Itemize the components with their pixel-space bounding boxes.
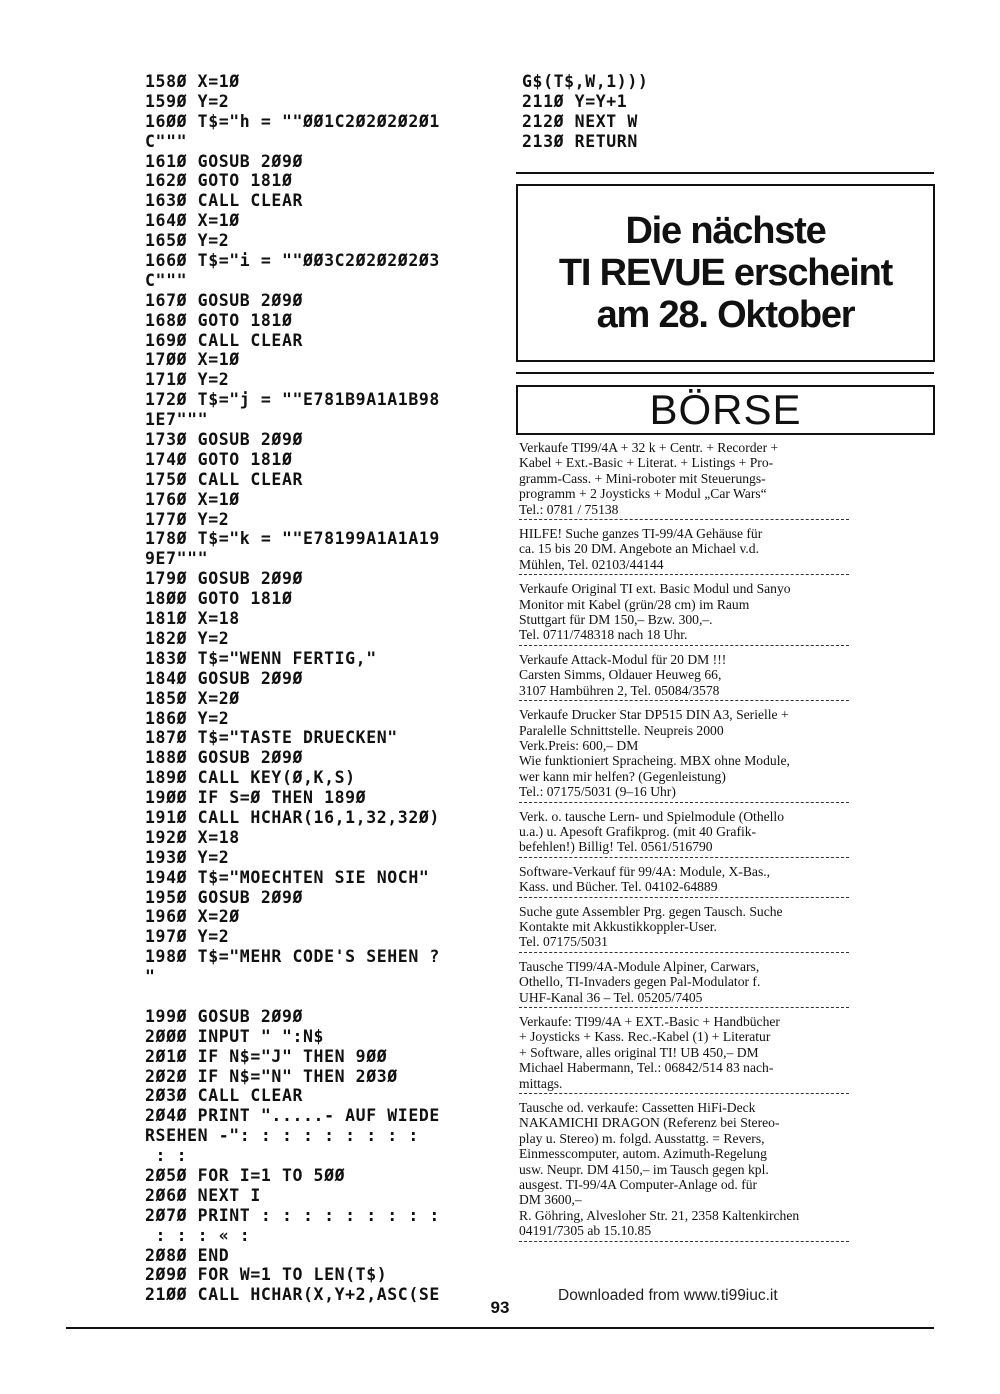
classified-ads bbox=[519, 437, 939, 1245]
code-line: 191Ø CALL HCHAR(16,1,32,32Ø) bbox=[145, 807, 440, 827]
ad-text-line: Kontakte mit Akkustikkoppler-User. bbox=[519, 918, 717, 934]
ad-text-line: + Software, alles original TI! UB 450,– DM bbox=[519, 1044, 759, 1060]
ad-separator bbox=[519, 519, 849, 520]
code-line: 2Ø2Ø IF N$="N" THEN 2Ø3Ø bbox=[145, 1066, 398, 1086]
ad-text-line: programm + 2 Joysticks + Modul „Car Wars“ bbox=[519, 486, 767, 502]
code-line: 177Ø Y=2 bbox=[145, 509, 230, 529]
ad-text-line: Verkaufe Attack-Modul für 20 DM !!! bbox=[519, 651, 727, 667]
ad-text-line: Tel. 07175/5031 bbox=[519, 934, 608, 950]
code-line: 164Ø X=1Ø bbox=[145, 211, 240, 231]
code-line: 172Ø T$="j = ""E781B9A1A1B98 bbox=[145, 390, 440, 410]
ad-text-line: u.a.) u. Apesoft Grafikprog. (mit 40 Grafik- bbox=[519, 823, 757, 839]
classified-ad bbox=[519, 523, 939, 578]
ad-text-line: Verkaufe TI99/4A + 32 k + Centr. + Recorder + bbox=[519, 440, 779, 455]
classified-ad bbox=[519, 649, 939, 704]
ad-text-line: play u. Stereo) m. folgd. Ausstattg. = Revers, bbox=[519, 1130, 765, 1146]
announcement-line-2: TI REVUE erscheint bbox=[558, 252, 893, 294]
code-line: : : bbox=[145, 1146, 188, 1166]
ad-text-line: Tausche TI99/4A-Module Alpiner, Carwars, bbox=[519, 958, 760, 974]
code-line: " bbox=[145, 967, 156, 987]
classified-ad bbox=[519, 578, 939, 649]
ad-separator bbox=[519, 1241, 849, 1242]
code-line: : : : « : bbox=[145, 1225, 251, 1245]
code-line: 198Ø T$="MEHR CODE'S SEHEN ? bbox=[145, 947, 440, 967]
ad-text-line: Verkaufe Original TI ext. Basic Modul und Sanyo bbox=[519, 581, 791, 597]
classified-ad bbox=[519, 704, 939, 805]
program-listing-left bbox=[145, 72, 490, 1305]
ad-text-line: Kass. und Bücher. Tel. 04102-64889 bbox=[519, 879, 718, 895]
code-line: 188Ø GOSUB 2Ø9Ø bbox=[145, 748, 304, 768]
ad-text-line: Verkaufe: TI99/4A + EXT.-Basic + Handbücher bbox=[519, 1014, 780, 1029]
code-line: 2Ø8Ø END bbox=[145, 1245, 230, 1265]
ad-text-line: mittags. bbox=[519, 1075, 563, 1091]
ad-text-line: Stuttgart für DM 150,– Bzw. 300,–. bbox=[519, 612, 713, 628]
ad-text-line: Einmesscomputer, autom. Azimuth-Regelung bbox=[519, 1146, 767, 1162]
classified-ad bbox=[519, 956, 939, 1011]
code-line: 183Ø T$="WENN FERTIG," bbox=[145, 648, 377, 668]
code-line: 173Ø GOSUB 2Ø9Ø bbox=[145, 430, 304, 450]
code-line: 185Ø X=2Ø bbox=[145, 688, 240, 708]
borse-title: BÖRSE bbox=[649, 386, 802, 433]
code-line: 195Ø GOSUB 2Ø9Ø bbox=[145, 887, 304, 907]
code-line: 21ØØ CALL HCHAR(X,Y+2,ASC(SE bbox=[145, 1285, 440, 1305]
ad-text-line: befehlen!) Billig! Tel. 0561/516790 bbox=[519, 839, 713, 855]
ad-text-line: Mühlen, Tel. 02103/44144 bbox=[519, 556, 664, 572]
ad-separator bbox=[519, 802, 849, 803]
ad-text-line: Verk.Preis: 600,– DM bbox=[519, 737, 639, 753]
code-line: 196Ø X=2Ø bbox=[145, 907, 240, 927]
rule-middle bbox=[516, 372, 934, 374]
ad-text-line: Monitor mit Kabel (grün/28 cm) im Raum bbox=[519, 596, 750, 612]
ad-text-line: usw. Neupr. DM 4150,– im Tausch gegen kpl. bbox=[519, 1161, 769, 1177]
code-line: 1E7""" bbox=[145, 410, 209, 430]
ad-text-line: ausgest. TI-99/4A Computer-Anlage od. für bbox=[519, 1177, 758, 1193]
code-line: 175Ø CALL CLEAR bbox=[145, 469, 304, 489]
borse-heading-box bbox=[516, 385, 935, 435]
code-line: C""" bbox=[145, 270, 188, 290]
code-line: 165Ø Y=2 bbox=[145, 231, 230, 251]
code-right-line: G$(T$,W,1))) bbox=[522, 72, 649, 91]
ad-text-line: Michael Habermann, Tel.: 06842/514 83 nach- bbox=[519, 1060, 774, 1076]
classified-ad bbox=[519, 901, 939, 956]
code-right-line: 211Ø Y=Y+1 bbox=[522, 91, 628, 111]
code-line: 184Ø GOSUB 2Ø9Ø bbox=[145, 668, 304, 688]
ad-separator bbox=[519, 1007, 849, 1008]
ad-text-line: Wie funktioniert Spracheing. MBX ohne Module, bbox=[519, 753, 790, 769]
ad-text-line: + Joysticks + Kass. Rec.-Kabel (1) + Literatur bbox=[519, 1029, 771, 1045]
code-line: 17ØØ X=1Ø bbox=[145, 350, 240, 370]
code-line: 171Ø Y=2 bbox=[145, 370, 230, 390]
code-line: 193Ø Y=2 bbox=[145, 847, 230, 867]
code-line: 2Ø5Ø FOR I=1 TO 5ØØ bbox=[145, 1165, 346, 1185]
ad-text-line: R. Göhring, Alvesloher Str. 21, 2358 Kaltenkirchen bbox=[519, 1207, 800, 1223]
code-line: 167Ø GOSUB 2Ø9Ø bbox=[145, 290, 304, 310]
code-line: 16ØØ T$="h = ""ØØ1C2Ø2Ø2Ø2Ø1 bbox=[145, 111, 440, 131]
code-line: 161Ø GOSUB 2Ø9Ø bbox=[145, 151, 304, 171]
code-line: 159Ø Y=2 bbox=[145, 91, 230, 111]
classified-ad bbox=[519, 806, 939, 861]
code-line: 2Ø1Ø IF N$="J" THEN 9ØØ bbox=[145, 1046, 388, 1066]
program-listing-right bbox=[522, 72, 722, 152]
code-right-line: 212Ø NEXT W bbox=[522, 111, 638, 131]
code-right-line: 213Ø RETURN bbox=[522, 131, 638, 151]
code-line: 158Ø X=1Ø bbox=[145, 72, 240, 91]
ad-separator bbox=[519, 700, 849, 701]
ad-separator bbox=[519, 857, 849, 858]
download-note: Downloaded from www.ti99iuc.it bbox=[558, 1287, 778, 1304]
ad-separator bbox=[519, 897, 849, 898]
rule-top bbox=[516, 172, 934, 174]
code-line: 2Ø4Ø PRINT ".....- AUF WIEDE bbox=[145, 1106, 440, 1126]
ad-text-line: Paralelle Schnittstelle. Neupreis 2000 bbox=[519, 722, 724, 738]
code-line: 2ØØØ INPUT " ":N$ bbox=[145, 1026, 325, 1046]
code-line: 163Ø CALL CLEAR bbox=[145, 191, 304, 211]
code-line: 2Ø6Ø NEXT I bbox=[145, 1185, 261, 1205]
ad-text-line: DM 3600,– bbox=[519, 1192, 582, 1208]
code-line: 192Ø X=18 bbox=[145, 827, 240, 847]
ad-text-line: 3107 Hambühren 2, Tel. 05084/3578 bbox=[519, 682, 720, 698]
ad-text-line: Suche gute Assembler Prg. gegen Tausch. Suche bbox=[519, 903, 783, 919]
code-line: 179Ø GOSUB 2Ø9Ø bbox=[145, 569, 304, 589]
classified-ad bbox=[519, 1097, 939, 1245]
code-line: 181Ø X=18 bbox=[145, 609, 240, 629]
ad-text-line: UHF-Kanal 36 – Tel. 05205/7405 bbox=[519, 989, 703, 1005]
code-line: 166Ø T$="i = ""ØØ3C2Ø2Ø2Ø2Ø3 bbox=[145, 251, 440, 271]
ad-text-line: Verkaufe Drucker Star DP515 DIN A3, Serielle + bbox=[519, 707, 789, 723]
code-line: 19ØØ IF S=Ø THEN 189Ø bbox=[145, 788, 367, 808]
code-line: 182Ø Y=2 bbox=[145, 628, 230, 648]
announcement-line-1: Die nächste bbox=[625, 210, 826, 252]
ad-text-line: Verk. o. tausche Lern- und Spielmodule (Othello bbox=[519, 808, 785, 824]
ad-text-line: Software-Verkauf für 99/4A: Module, X-Bas., bbox=[519, 863, 771, 879]
code-line: 168Ø GOTO 181Ø bbox=[145, 310, 293, 330]
ad-text-line: Tausche od. verkaufe: Cassetten HiFi-Deck bbox=[519, 1100, 756, 1116]
code-line: 2Ø3Ø CALL CLEAR bbox=[145, 1086, 304, 1106]
ad-separator bbox=[519, 1093, 849, 1094]
ad-text-line: Kabel + Ext.-Basic + Literat. + Listings + Pro- bbox=[519, 455, 774, 471]
ad-text-line: wer kann mir helfen? (Gegenleistung) bbox=[519, 768, 726, 784]
code-line: 174Ø GOTO 181Ø bbox=[145, 449, 293, 469]
rule-bottom bbox=[66, 1327, 934, 1329]
code-line: 189Ø CALL KEY(Ø,K,S) bbox=[145, 768, 356, 788]
ad-text-line: Tel.: 0781 / 75138 bbox=[519, 501, 619, 517]
code-line: 186Ø Y=2 bbox=[145, 708, 230, 728]
code-line: 194Ø T$="MOECHTEN SIE NOCH" bbox=[145, 867, 430, 887]
code-line: 9E7""" bbox=[145, 549, 209, 569]
ad-separator bbox=[519, 645, 849, 646]
ad-text-line: NAKAMICHI DRAGON (Referenz bei Stereo- bbox=[519, 1115, 780, 1131]
announcement-box bbox=[516, 184, 935, 362]
code-line: RSEHEN -": : : : : : : : : bbox=[145, 1126, 419, 1146]
code-line: 18ØØ GOTO 181Ø bbox=[145, 589, 293, 609]
code-line: 2Ø9Ø FOR W=1 TO LEN(T$) bbox=[145, 1265, 388, 1285]
code-line: 187Ø T$="TASTE DRUECKEN" bbox=[145, 728, 398, 748]
classified-ad bbox=[519, 1011, 939, 1097]
ad-text-line: ca. 15 bis 20 DM. Angebote an Michael v.d. bbox=[519, 541, 759, 557]
classified-ad bbox=[519, 861, 939, 901]
ad-text-line: Tel.: 07175/5031 (9–16 Uhr) bbox=[519, 784, 676, 800]
ad-text-line: Tel. 0711/748318 nach 18 Uhr. bbox=[519, 627, 688, 643]
ad-separator bbox=[519, 952, 849, 953]
ad-text-line: HILFE! Suche ganzes TI-99/4A Gehäuse für bbox=[519, 526, 763, 542]
code-line: 178Ø T$="k = ""E78199A1A1A19 bbox=[145, 529, 440, 549]
code-line: 176Ø X=1Ø bbox=[145, 489, 240, 509]
ad-text-line: Othello, TI-Invaders gegen Pal-Modulator f. bbox=[519, 974, 761, 990]
ad-separator bbox=[519, 574, 849, 575]
ad-text-line: 04191/7305 ab 15.10.85 bbox=[519, 1223, 652, 1239]
ad-text-line: gramm-Cass. + Mini-roboter mit Steuerungs- bbox=[519, 470, 766, 486]
code-line: 162Ø GOTO 181Ø bbox=[145, 171, 293, 191]
code-line: 199Ø GOSUB 2Ø9Ø bbox=[145, 1006, 304, 1026]
code-line bbox=[145, 987, 490, 1007]
code-line: 197Ø Y=2 bbox=[145, 927, 230, 947]
code-line: 169Ø CALL CLEAR bbox=[145, 330, 304, 350]
code-line: 2Ø7Ø PRINT : : : : : : : : : bbox=[145, 1205, 440, 1225]
classified-ad bbox=[519, 437, 939, 523]
page-number: 93 bbox=[490, 1298, 510, 1317]
ad-text-line: Carsten Simms, Oldauer Heuweg 66, bbox=[519, 667, 722, 683]
code-line: C""" bbox=[145, 131, 188, 151]
announcement-line-3: am 28. Oktober bbox=[596, 294, 855, 336]
